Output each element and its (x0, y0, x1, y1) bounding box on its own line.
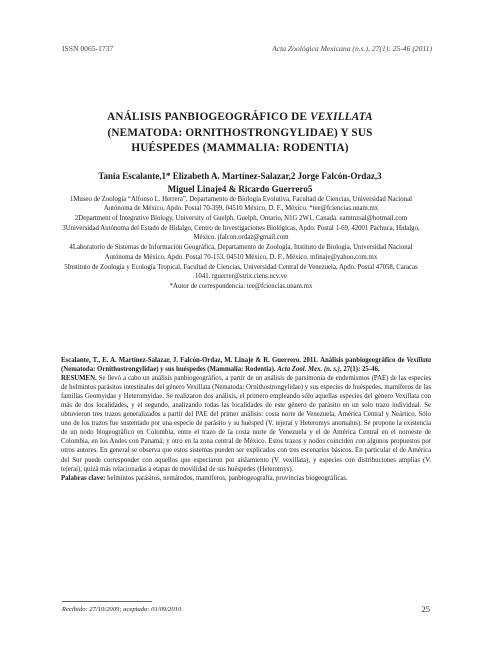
citation-text: Análisis panbiogeográfico de (320, 357, 405, 364)
citation-authors: Escalante, T., E. A. Martínez-Salazar, J. Falcón-Ordaz, M. Linaje & R. Guerrero. 2011. (61, 357, 318, 364)
keywords-text: helmintos parásitos, nemátodos, mamíferos, panbiogeografía, provincias biogeográficas. (107, 474, 348, 482)
correspondence-note: *Autor de correspondencia: tee@fciencias.unam.mx (169, 282, 313, 290)
resumen (61, 374, 431, 474)
title-line1: ANÁLISIS PANBIOGEOGRÁFICO DE (107, 111, 311, 123)
keywords-label: Palabras clave: (61, 474, 106, 482)
resumen-label: RESUMEN. (61, 375, 97, 383)
resumen-text: Se llevó a cabo un análisis panbiogeográfico, a partir de un análisis de parsimonia de endemismos (PAE) de las especies de helmintos parásitos intestinales del género Vexillata (Nematoda: Ornithostrongylidae) y sus especies de huéspedes, mamíferos de las familias Geomyidae y Heteromyidae. Se realizaron dos análisis, el primero empleando sólo aquellas especies del género Vexillata con más de dos localidades, y el segundo, analizando todas las localidades de este género de parásito en un solo trazo individual. Se obtuvieron tres trazos generalizados a partir del PAE del primer análisis: costa norte de Venezuela, América Central y Neártico. Sólo uno de los trazos fue sustentado por una especie de parásito y su huésped (V. tejerai y Heteromys anomalus). Se propone la existencia de un nodo biogeográfico en Colombia, entre el trazo de la costa norte de Venezuela y el de América Central en el noroeste de Colombia, en los Andes con Panamá; y otro en la zona central de México. Estos trazos y nodos coinciden con algunos propuestos por otros autores. En general se observa que estos sistemas pueden ser explicados con tres escenarios básicos. En particular el de América del Sur puede corresponder con aquellos que especiaron por aislamiento (V. vexillata), y especies con distribuciones amplias (V. tejerai), quizá más relacionadas a etapas de movilidad de sus huéspedes (Heteromys). (61, 375, 431, 473)
affiliation: 4Laboratorio de Sistemas de Información Geográfica, Departamento de Zoología, Instituto de Biología, Universidad Nacional Autónoma de México, Apdo. Postal 70-153, 04510 México, D. F., México. mlinaje@yahoo.com.mx (69, 244, 413, 261)
title-line2: (NEMATODA: ORNITHOSTRONGYLIDAE) Y SUS (107, 126, 373, 139)
received-date: Recibido: 27/10/2009; aceptado: 01/09/2010. (62, 606, 183, 613)
authors-line1: Tania Escalante,1* Elizabeth A. Martínez-Salazar,2 Jorge Falcón-Ordaz,3 (98, 171, 382, 181)
citation-rest: (Nematoda: Ornithostrongylidae) y sus huéspedes (Mammalia: Rodentia). (61, 366, 276, 374)
citation (61, 356, 431, 374)
citation-volume: , 27(1): 25-46. (339, 366, 380, 374)
title-line3: HUÉSPEDES (MAMMALIA: RODENTIA) (131, 142, 349, 154)
affiliation: 1Museo de Zoología “Alfonso L. Herrera”, Departamento de Biología Evolutiva, Facultad de Ciencias, Universidad Nacional Autónoma de México, Apdo. Postal 70-399, 04510 México, D. F., México. *tee@fciencias.unam.mx (69, 196, 412, 213)
keywords (61, 474, 431, 483)
title-genus: VEXILLATA (310, 111, 373, 123)
citation-journal: Acta Zool. Mex. (n. s.) (277, 366, 340, 374)
affiliations (60, 195, 422, 292)
journal-running-head: Acta Zoológica Mexicana (n.s.), 27(1): 25-46 (2011) (272, 44, 432, 53)
citation-genus: Vexillata (406, 357, 432, 364)
article-title (50, 110, 430, 157)
author-list (60, 170, 420, 196)
page-number: 25 (421, 604, 430, 614)
footnote-divider (62, 601, 152, 602)
affiliation: 2Department of Integrative Biology, University of Guelph, Guelph, Ontario, N1G 2W1, Canada. eamtnzsal@hotmail.com (74, 215, 408, 223)
affiliation: 5Instituto de Zoología y Ecología Tropical, Facultad de Ciencias, Universidad Central de Venezuela, Apdo. Postal 47058, Caracas 1041. rguerrer@strix.ciens.ucv.ve (64, 263, 418, 280)
abstract-block (61, 356, 431, 483)
affiliation: 3Universidad Autónoma del Estado de Hidalgo, Centro de Investigaciones Biológicas, Apdo. Postal 1-69, 42001 Pachuca, Hidalgo, México. jfalcon.ordaz@gmail.com (62, 225, 420, 242)
issn: ISSN 0065-1737 (62, 44, 114, 53)
authors-line2: Miguel Linaje4 & Ricardo Guerrero5 (167, 184, 313, 194)
